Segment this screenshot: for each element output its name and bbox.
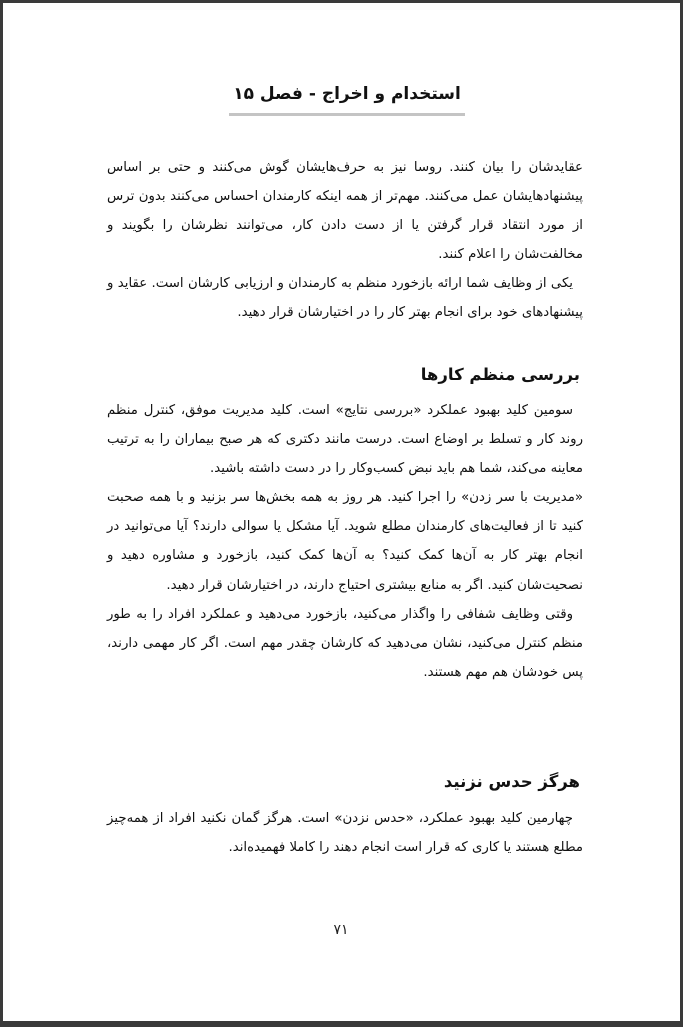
- header-underline: [229, 113, 465, 116]
- page-number: ۷۱: [333, 922, 349, 938]
- paragraph: عقایدشان را بیان کنند. روسا نیز به حرف‌هایشان گوش می‌کنند و حتی بر اساس پیشنهادهایشان عمل می‌کنند. مهم‌تر از همه اینکه کارمندان احساس می‌کنند بدون ترس از مورد انتقاد قرار گرفتن یا از دست دادن کار، می‌توانند نظرشان را بگویند و مخالفت‌شان را اعلام کنند.: [107, 160, 583, 263]
- text-block-intro: [107, 153, 583, 328]
- running-header: [229, 81, 465, 116]
- text-block-section1: [107, 396, 583, 687]
- chapter-title: استخدام و اخراج - فصل ۱۵: [233, 84, 461, 104]
- section-heading: هرگز حدس نزنید: [443, 772, 580, 791]
- paragraph: سومین کلید بهبود عملکرد «بررسی نتایج» است. کلید مدیریت موفق، کنترل منظم روند کار و تسلط بر اوضاع است. درست مانند دکتری که هر صبح بیماران را به ترتیب معاینه می‌کند، شما هم باید نبض کسب‌وکار را در دست داشته باشید.: [107, 403, 583, 477]
- book-page: [3, 3, 680, 1021]
- paragraph: وقتی وظایف شفافی را واگذار می‌کنید، بازخورد می‌دهید و عملکرد افراد را به طور منظم کنترل می‌کنید، نشان می‌دهید که کارشان چقدر مهم است. اگر کار مهمی دارند، پس خودشان هم مهم هستند.: [107, 606, 583, 680]
- paragraph: چهارمین کلید بهبود عملکرد، «حدس نزدن» است. هرگز گمان نکنید افراد از همه‌چیز مطلع هستند یا کاری که قرار است انجام دهند را کاملا فهمیده‌اند.: [107, 811, 583, 856]
- paragraph: یکی از وظایف شما ارائه بازخورد منظم به کارمندان و ارزیابی کارشان است. عقاید و پیشنهادهای خود برای انجام بهتر کار را در اختیارشان قرار دهید.: [107, 276, 583, 321]
- paragraph: «مدیریت با سر زدن» را اجرا کنید. هر روز به همه بخش‌ها سر بزنید و با همه صحبت کنید تا از فعالیت‌های کارمندان مطلع شوید. آیا مشکل یا سوالی دارند؟ آیا می‌توانید در انجام بهتر کار به آن‌ها کمک کنید؟ به آن‌ها کمک کنید، بازخورد و مشاوره دهید و نصحیت‌شان کنید. اگر به منابع بیشتری احتیاج دارند، در اختیارشان قرار دهید.: [107, 490, 583, 593]
- section-heading: بررسی منظم کارها: [420, 365, 580, 384]
- text-block-section2: [107, 804, 583, 862]
